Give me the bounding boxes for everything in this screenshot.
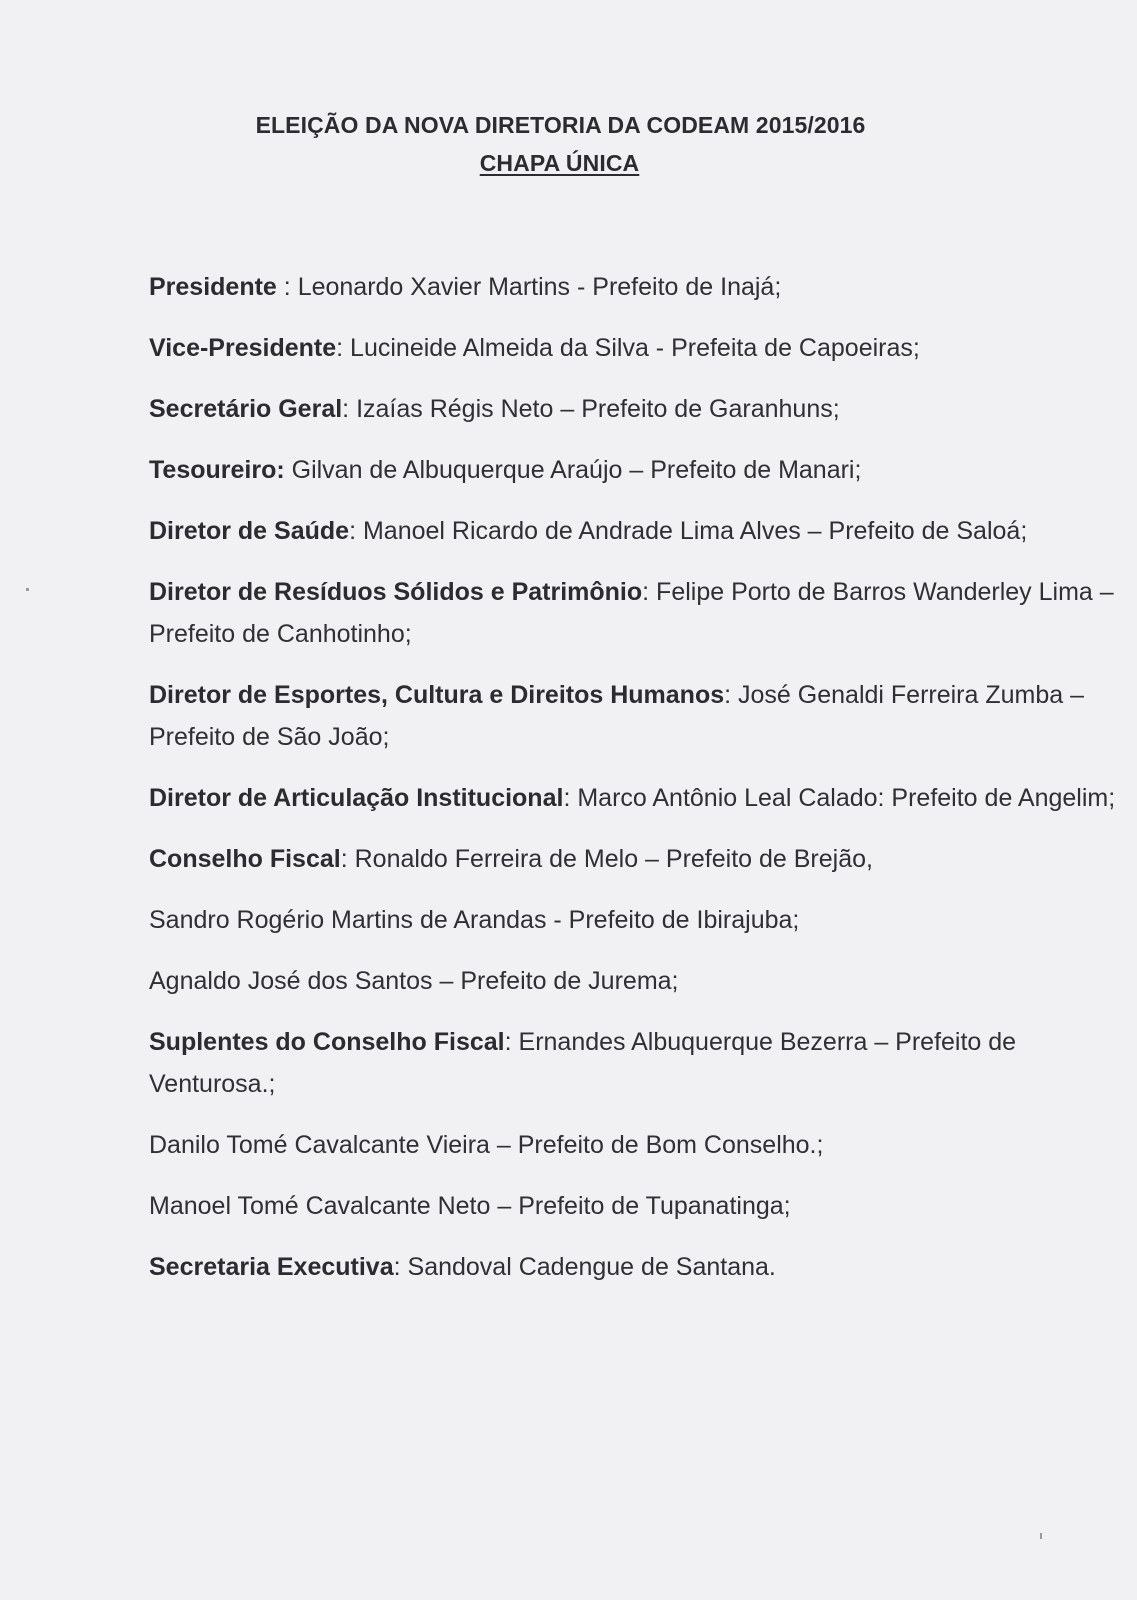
entry-separator: :	[563, 784, 578, 812]
board-list	[149, 266, 1119, 1307]
entry-role: Tesoureiro:	[149, 456, 285, 484]
entry-separator	[285, 456, 292, 484]
entry-text: Lucineide Almeida da Silva - Prefeita de Capoeiras;	[350, 334, 920, 362]
entry-text: Leonardo Xavier Martins - Prefeito de Inajá;	[297, 273, 782, 301]
entry-text: Ronaldo Ferreira de Melo – Prefeito de Brejão,	[354, 845, 873, 873]
entry-text: Sandoval Cadengue de Santana.	[407, 1253, 776, 1281]
entry-text: Danilo Tomé Cavalcante Vieira – Prefeito de Bom Conselho.;	[149, 1131, 824, 1159]
entry-text: Felipe Porto de Barros Wanderley Lima – Prefeito de Canhotinho;	[149, 578, 1114, 648]
entry-role: Vice-Presidente	[149, 334, 337, 362]
entry-separator: :	[336, 334, 351, 362]
entry-role: Diretor de Esportes, Cultura e Direitos Humanos	[149, 681, 725, 709]
entry-text: Marco Antônio Leal Calado: Prefeito de Angelim;	[577, 784, 1116, 812]
entry-text: José Genaldi Ferreira Zumba – Prefeito de São João;	[149, 681, 1085, 751]
entry-separator: :	[393, 1253, 408, 1281]
entry-diretor-residuos	[149, 571, 1119, 655]
entry-role: Diretor de Saúde	[149, 517, 350, 545]
entry-vice-presidente	[149, 327, 1119, 369]
entry-suplente-member	[149, 1124, 1119, 1166]
scan-speck	[26, 588, 29, 591]
entry-separator: :	[340, 845, 355, 873]
entry-suplente-member	[149, 1185, 1119, 1227]
entry-separator: :	[642, 578, 657, 606]
entry-separator: :	[504, 1028, 519, 1056]
entry-secretario-geral	[149, 388, 1119, 430]
entry-separator: :	[342, 395, 357, 423]
entry-text: Izaías Régis Neto – Prefeito de Garanhuns;	[356, 395, 840, 423]
entry-tesoureiro	[149, 449, 1119, 491]
entry-diretor-saude	[149, 510, 1119, 552]
entry-role: Secretário Geral	[149, 395, 343, 423]
entry-text: Manoel Ricardo de Andrade Lima Alves – Prefeito de Saloá;	[362, 517, 1028, 545]
entry-text: Sandro Rogério Martins de Arandas - Prefeito de Ibirajuba;	[149, 906, 800, 934]
entry-presidente	[149, 266, 1119, 308]
entry-suplentes	[149, 1021, 1119, 1105]
document-title: ELEIÇÃO DA NOVA DIRETORIA DA CODEAM 2015/2016	[255, 112, 866, 138]
entry-diretor-esportes	[149, 674, 1119, 758]
entry-text: Gilvan de Albuquerque Araújo – Prefeito de Manari;	[291, 456, 862, 484]
entry-role: Suplentes do Conselho Fiscal	[149, 1028, 505, 1056]
entry-diretor-articulacao	[149, 777, 1119, 819]
entry-separator: :	[276, 273, 298, 301]
entry-role: Conselho Fiscal	[149, 845, 341, 873]
entry-text: Agnaldo José dos Santos – Prefeito de Jurema;	[149, 967, 679, 995]
entry-role: Diretor de Resíduos Sólidos e Patrimônio	[149, 578, 643, 606]
entry-conselho-fiscal-member	[149, 960, 1119, 1002]
entry-role: Presidente	[149, 273, 277, 301]
document-subtitle-text: CHAPA ÚNICA	[479, 150, 640, 176]
entry-separator: :	[724, 681, 739, 709]
entry-text: Manoel Tomé Cavalcante Neto – Prefeito de Tupanatinga;	[149, 1192, 791, 1220]
entry-conselho-fiscal	[149, 838, 1119, 880]
entry-role: Secretaria Executiva	[149, 1253, 394, 1281]
entry-role: Diretor de Articulação Institucional	[149, 784, 564, 812]
entry-separator: :	[349, 517, 363, 545]
entry-conselho-fiscal-member	[149, 899, 1119, 941]
entry-text: Ernandes Albuquerque Bezerra – Prefeito de Venturosa.;	[149, 1028, 1017, 1098]
document-subtitle	[0, 150, 1128, 177]
scan-speck	[1040, 1533, 1042, 1539]
entry-secretaria-executiva	[149, 1246, 1119, 1288]
